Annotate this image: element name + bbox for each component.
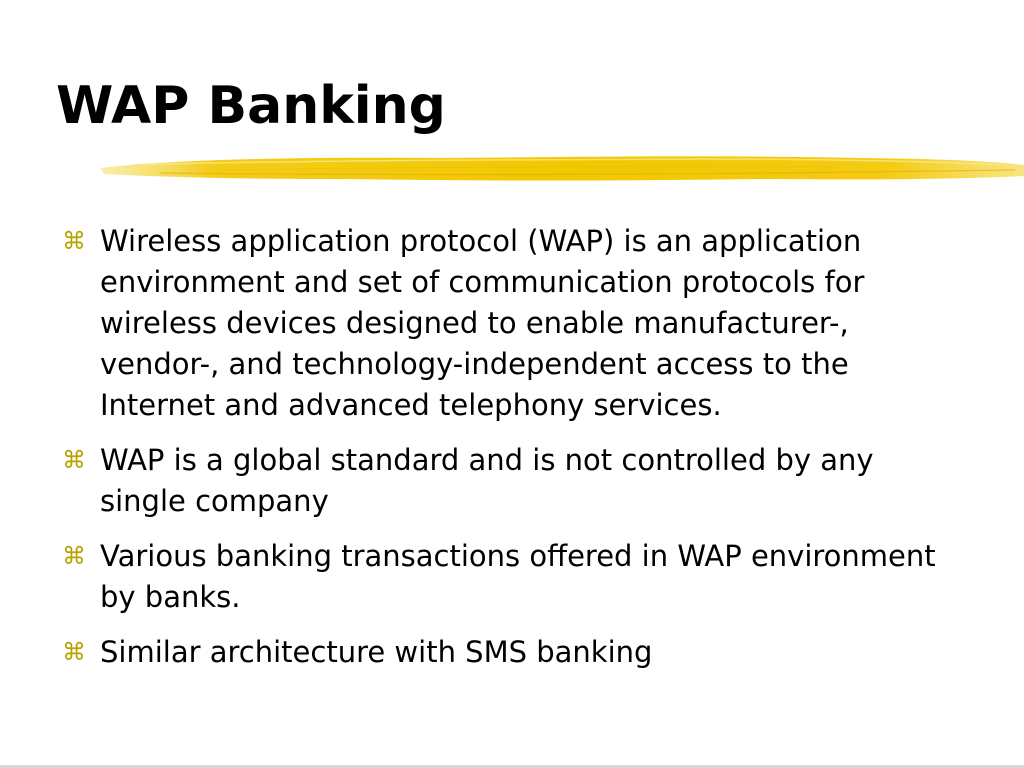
bullet-text: Wireless application protocol (WAP) is an application environment and set of communication protocols for wireless devices designed to enable manufacturer-, vendor-, and technology-independent access to the Internet and advanced telephony services.: [100, 224, 865, 422]
command-key-icon: ⌘: [62, 542, 86, 570]
bullet-item: [62, 536, 962, 618]
bullet-item: [62, 440, 962, 522]
slide-title: WAP Banking: [56, 76, 446, 136]
bullet-item: [62, 221, 962, 426]
command-key-icon: ⌘: [62, 638, 86, 666]
bullet-text: Various banking transactions offered in WAP environment by banks.: [100, 539, 936, 614]
bullet-list: [62, 221, 962, 687]
bullet-text: Similar architecture with SMS banking: [100, 635, 653, 669]
bullet-item: [62, 632, 962, 673]
bullet-text: WAP is a global standard and is not controlled by any single company: [100, 443, 874, 518]
title-highlight-stroke: [100, 148, 1024, 188]
command-key-icon: ⌘: [62, 446, 86, 474]
command-key-icon: ⌘: [62, 227, 86, 255]
